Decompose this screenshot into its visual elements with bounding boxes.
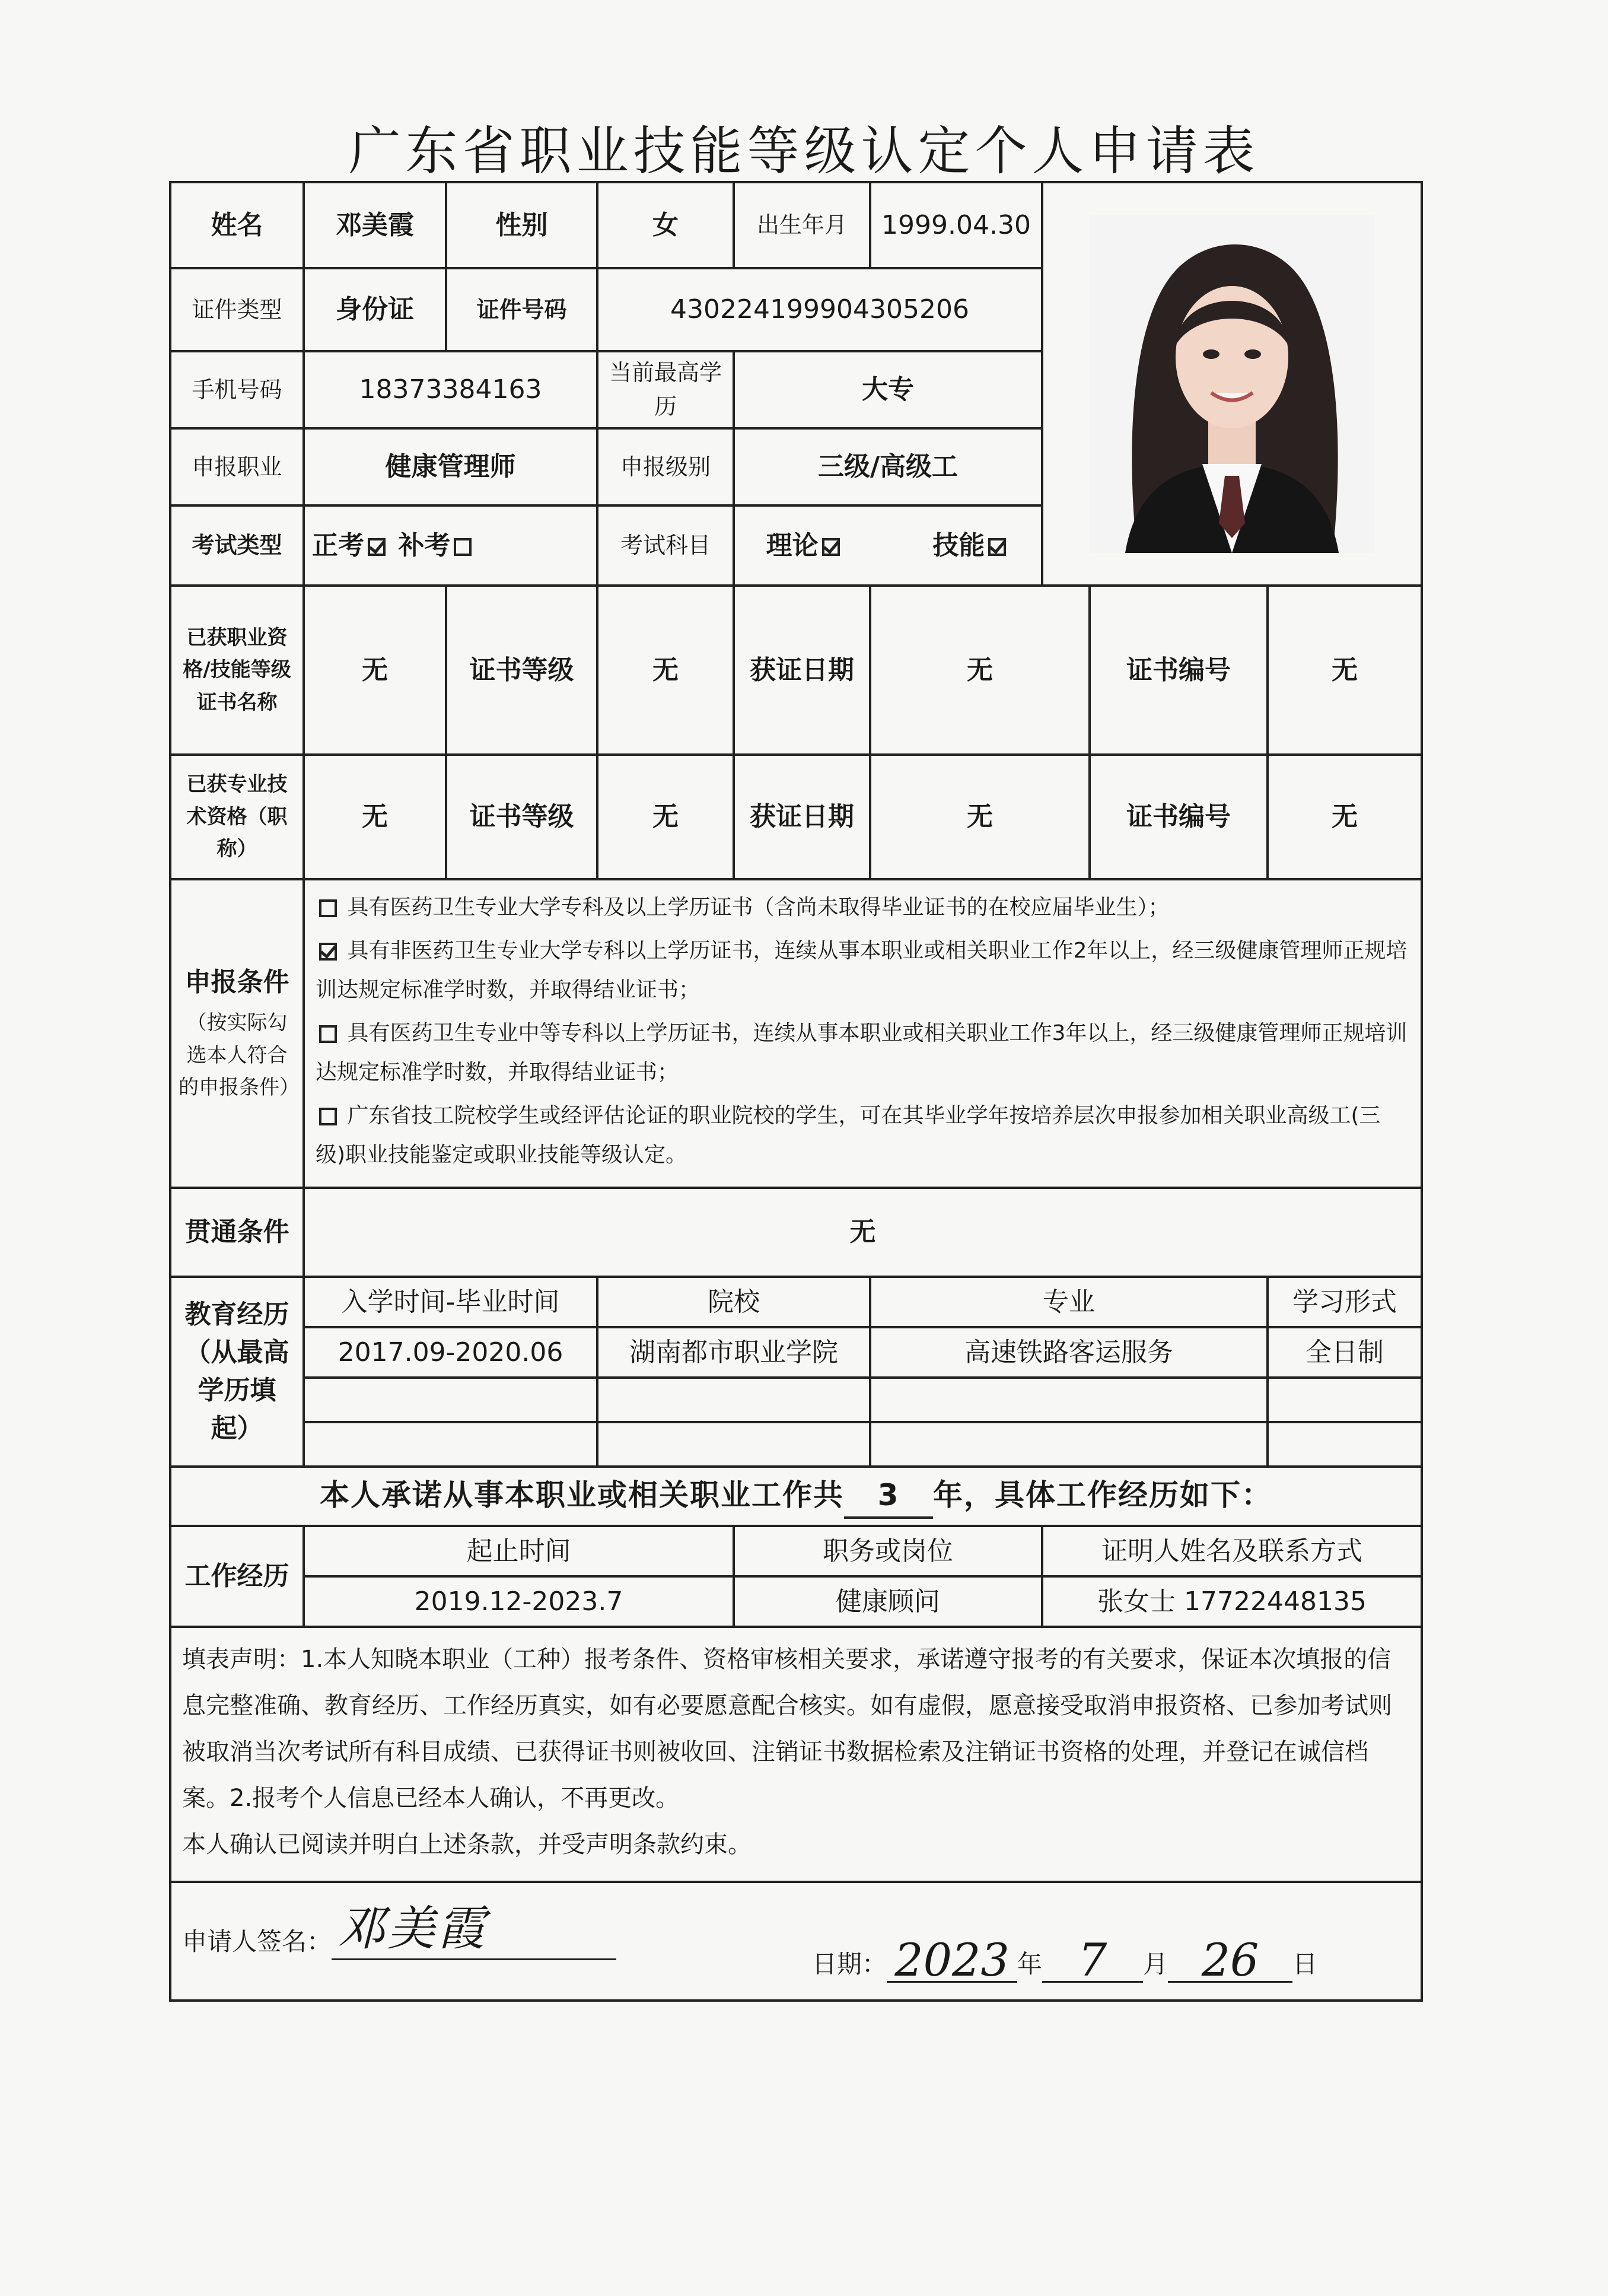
title-cert-date-label: 获证日期 (734, 755, 870, 879)
gender-label: 性别 (446, 182, 597, 268)
edu-value[interactable]: 大专 (734, 351, 1042, 428)
applicant-photo (1090, 215, 1374, 553)
declaration-text: 填表声明：1.本人知晓本职业（工种）报考条件、资格审核相关要求，承诺遵守报考的有关要求，保证本次填报的信息完整准确、教育经历、工作经历真实，如有必要愿意配合核实。如有虚假，愿意接受取消申报资格、已参加考试则被取消当次考试所有科目成绩、已获得证书则被收回、注销证书数据检索及注销证书资格的处理，并登记在诚信档案。2.报考个人信息已经本人确认，不再更改。 (182, 1646, 1392, 1812)
form-title: 广东省职业技能等级认定个人申请表 (348, 120, 1260, 182)
gender-value[interactable]: 女 (597, 182, 734, 268)
edu-school[interactable] (597, 1378, 870, 1422)
table-row (170, 1378, 1422, 1422)
table-row (170, 1422, 1422, 1467)
cert-name-value[interactable]: 无 (304, 586, 446, 755)
date-label: 日期： (812, 1950, 887, 1979)
through-label: 贯通条件 (170, 1188, 304, 1277)
subject-label: 考试科目 (597, 505, 734, 586)
condition-checkbox[interactable] (319, 899, 337, 917)
normal-exam-checkbox[interactable] (368, 538, 386, 556)
birth-label: 出生年月 (734, 182, 870, 268)
condition-checkbox[interactable] (319, 943, 337, 961)
job-value[interactable]: 健康管理师 (304, 428, 597, 505)
date-field: 日期： 2023 年 7 月 26 日 (812, 1934, 1318, 1986)
conditions-note: （按实际勾选本人符合的申报条件） (179, 1011, 300, 1100)
condition-item: 具有医药卫生专业中等专科以上学历证书，连续从事本职业或相关职业工作3年以上，经三级健康管理师正规培训达规定标准学时数，并取得结业证书； (316, 1020, 1408, 1085)
edu-period[interactable] (304, 1378, 597, 1422)
edu-header-period: 入学时间-毕业时间 (304, 1277, 597, 1327)
edu-header-major: 专业 (870, 1277, 1268, 1327)
title-cert-date-value[interactable]: 无 (870, 755, 1090, 879)
skill-label: 技能 (932, 530, 985, 561)
subject-options (734, 505, 1042, 586)
edu-major[interactable] (870, 1422, 1268, 1467)
photo-cell (1042, 182, 1422, 586)
work-label: 工作经历 (170, 1526, 304, 1627)
edu-school[interactable]: 湖南都市职业学院 (597, 1327, 870, 1378)
condition-checkbox[interactable] (319, 1025, 337, 1043)
birth-value[interactable]: 1999.04.30 (870, 182, 1042, 268)
date-day[interactable]: 26 (1168, 1939, 1292, 1983)
work-header-reference: 证明人姓名及联系方式 (1042, 1526, 1422, 1576)
edu-header-school: 院校 (597, 1277, 870, 1327)
theory-checkbox[interactable] (822, 538, 840, 556)
handwritten-signature: 邓美霞 (337, 1900, 488, 1956)
work-header-period: 起止时间 (304, 1526, 734, 1576)
idno-value[interactable]: 430224199904305206 (597, 268, 1042, 351)
title-cert-grade-value[interactable]: 无 (597, 755, 734, 879)
retake-exam-checkbox[interactable] (454, 538, 472, 556)
condition-checkbox[interactable] (319, 1108, 337, 1125)
job-label: 申报职业 (170, 428, 304, 505)
edu-mode[interactable] (1268, 1422, 1422, 1467)
title-cert-label: 已获专业技术资格（职称） (170, 755, 304, 879)
phone-label: 手机号码 (170, 351, 304, 428)
conditions-label-cell (170, 879, 304, 1188)
level-value[interactable]: 三级/高级工 (734, 428, 1042, 505)
through-value[interactable]: 无 (304, 1188, 1422, 1277)
edu-mode[interactable] (1268, 1378, 1422, 1422)
work-years[interactable]: 3 (844, 1474, 933, 1519)
theory-label: 理论 (766, 530, 819, 561)
work-promise: 本人承诺从事本职业或相关职业工作共 3 年，具体工作经历如下： (170, 1467, 1422, 1526)
edu-label: 当前最高学历 (597, 351, 734, 428)
title-cert-no-label: 证书编号 (1090, 755, 1268, 879)
date-month[interactable]: 7 (1042, 1939, 1143, 1983)
signature-row (170, 1882, 1422, 2001)
idtype-label: 证件类型 (170, 268, 304, 351)
cert-grade-label: 证书等级 (446, 586, 597, 755)
name-label: 姓名 (170, 182, 304, 268)
education-label: 教育经历（从最高学历填起） (170, 1277, 304, 1467)
cert-date-value[interactable]: 无 (870, 586, 1090, 755)
edu-period[interactable]: 2017.09-2020.06 (304, 1327, 597, 1378)
edu-period[interactable] (304, 1422, 597, 1467)
signature-field[interactable] (332, 1900, 616, 1960)
work-period[interactable]: 2019.12-2023.7 (304, 1576, 734, 1627)
application-form (169, 181, 1421, 2032)
edu-mode[interactable]: 全日制 (1268, 1327, 1422, 1378)
work-reference[interactable]: 张女士 17722448135 (1042, 1576, 1422, 1627)
table-row (170, 1327, 1422, 1378)
form-table (169, 181, 1423, 2002)
edu-major[interactable] (870, 1378, 1268, 1422)
condition-item: 具有非医药卫生专业大学专科以上学历证书，连续从事本职业或相关职业工作2年以上，经三级健康管理师正规培训达规定标准学时数，并取得结业证书； (316, 938, 1408, 1003)
examtype-label: 考试类型 (170, 505, 304, 586)
declaration (170, 1627, 1422, 1882)
title-cert-name-value[interactable]: 无 (304, 755, 446, 879)
condition-item: 广东省技工院校学生或经评估论证的职业院校的学生，可在其毕业学年按培养层次申报参加相关职业高级工(三级)职业技能鉴定或职业技能等级认定。 (316, 1103, 1381, 1168)
work-position[interactable]: 健康顾问 (734, 1576, 1042, 1627)
skill-checkbox[interactable] (988, 538, 1006, 556)
declaration-confirm: 本人确认已阅读并明白上述条款，并受声明条款约束。 (182, 1831, 752, 1858)
normal-exam-label: 正考 (312, 530, 364, 561)
work-header-position: 职务或岗位 (734, 1526, 1042, 1576)
cert-grade-value[interactable]: 无 (597, 586, 734, 755)
table-row (170, 1576, 1422, 1627)
edu-school[interactable] (597, 1422, 870, 1467)
edu-header-mode: 学习形式 (1268, 1277, 1422, 1327)
examtype-options (304, 505, 597, 586)
edu-major[interactable]: 高速铁路客运服务 (870, 1327, 1268, 1378)
conditions-list (304, 879, 1422, 1188)
cert-date-label: 获证日期 (734, 586, 870, 755)
cert-no-label: 证书编号 (1090, 586, 1268, 755)
phone-value[interactable]: 18373384163 (304, 351, 597, 428)
idno-label: 证件号码 (446, 268, 597, 351)
level-label: 申报级别 (597, 428, 734, 505)
title-cert-grade-label: 证书等级 (446, 755, 597, 879)
retake-exam-label: 补考 (398, 530, 451, 561)
conditions-label: 申报条件 (184, 966, 289, 997)
date-year[interactable]: 2023 (887, 1939, 1017, 1983)
title-cert-no-value[interactable]: 无 (1268, 755, 1422, 879)
idtype-value[interactable]: 身份证 (304, 268, 446, 351)
name-value[interactable]: 邓美霞 (304, 182, 446, 268)
signature-label: 申请人签名： (182, 1926, 332, 1956)
condition-item: 具有医药卫生专业大学专科及以上学历证书（含尚未取得毕业证书的在校应届毕业生）； (316, 888, 1410, 928)
cert-no-value[interactable]: 无 (1268, 586, 1422, 755)
cert-label: 已获职业资格/技能等级证书名称 (170, 586, 304, 755)
